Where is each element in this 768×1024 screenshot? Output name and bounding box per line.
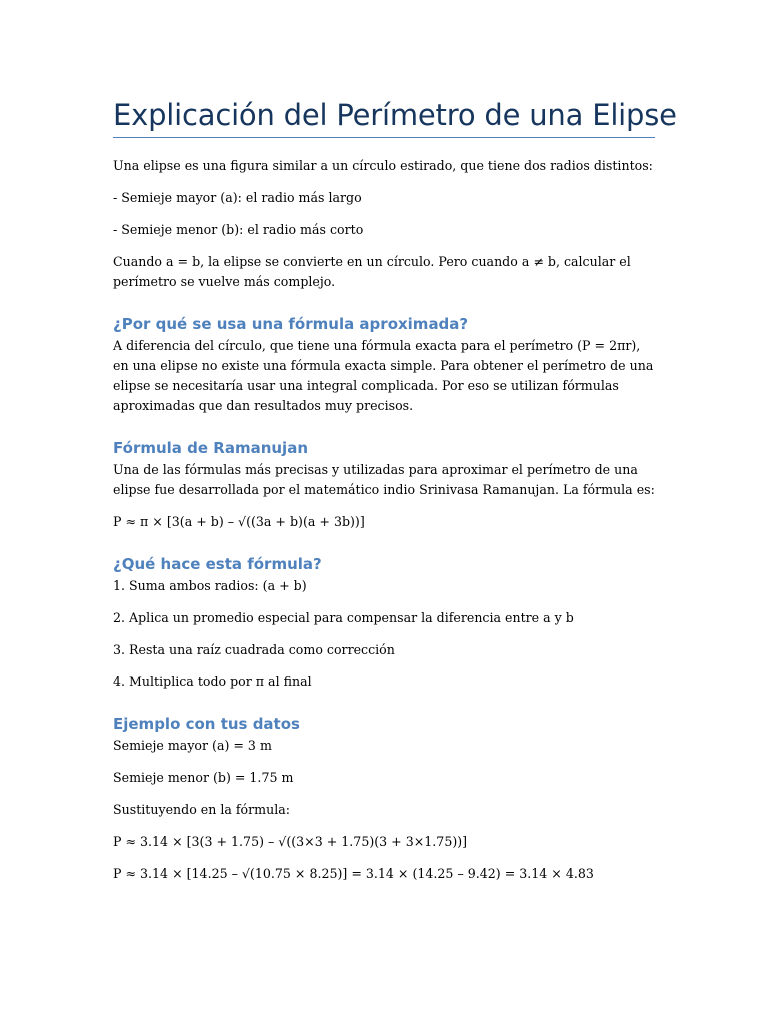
intro-paragraph: Cuando a = b, la elipse se convierte en un círculo. Pero cuando a ≠ b, calcular el perímetro se vuelve más complejo.: [113, 254, 631, 289]
example-line: Semieje mayor (a) = 3 m: [113, 738, 272, 753]
section-heading-ejemplo: Ejemplo con tus datos: [113, 715, 300, 733]
example-line: Semieje menor (b) = 1.75 m: [113, 770, 294, 785]
formula-line: P ≈ 3.14 × [3(3 + 1.75) – √((3×3 + 1.75)(3 + 3×1.75))]: [113, 834, 468, 849]
document-title: Explicación del Perímetro de una Elipse: [113, 96, 655, 138]
document-page: [113, 0, 677, 884]
formula-line: P ≈ 3.14 × [14.25 – √(10.75 × 8.25)] = 3.14 × (14.25 – 9.42) = 3.14 × 4.83: [113, 866, 594, 881]
list-item: 4. Multiplica todo por π al final: [113, 674, 312, 689]
section-heading-ramanujan: Fórmula de Ramanujan: [113, 439, 308, 457]
example-line: Sustituyendo en la fórmula:: [113, 802, 290, 817]
section-paragraph: A diferencia del círculo, que tiene una fórmula exacta para el perímetro (P = 2πr), en una elipse no existe una fórmula exacta simple. Para obtener el perímetro de una elipse se necesitaría usar una integral complicada. Por eso se utilizan fórmulas aproximadas que dan resultados muy precisos.: [113, 338, 654, 413]
list-item: 1. Suma ambos radios: (a + b): [113, 578, 307, 593]
section-heading-que-hace: ¿Qué hace esta fórmula?: [113, 555, 322, 573]
list-item: 3. Resta una raíz cuadrada como corrección: [113, 642, 395, 657]
intro-paragraph: - Semieje mayor (a): el radio más largo: [113, 190, 362, 205]
intro-paragraph: - Semieje menor (b): el radio más corto: [113, 222, 364, 237]
intro-paragraph: Una elipse es una figura similar a un círculo estirado, que tiene dos radios distintos:: [113, 158, 653, 173]
formula-line: P ≈ π × [3(a + b) – √((3a + b)(a + 3b))]: [113, 514, 365, 529]
list-item: 2. Aplica un promedio especial para compensar la diferencia entre a y b: [113, 610, 574, 625]
section-heading-aproximada: ¿Por qué se usa una fórmula aproximada?: [113, 315, 469, 333]
section-paragraph: Una de las fórmulas más precisas y utilizadas para aproximar el perímetro de una elipse fue desarrollada por el matemático indio Srinivasa Ramanujan. La fórmula es:: [113, 462, 655, 497]
